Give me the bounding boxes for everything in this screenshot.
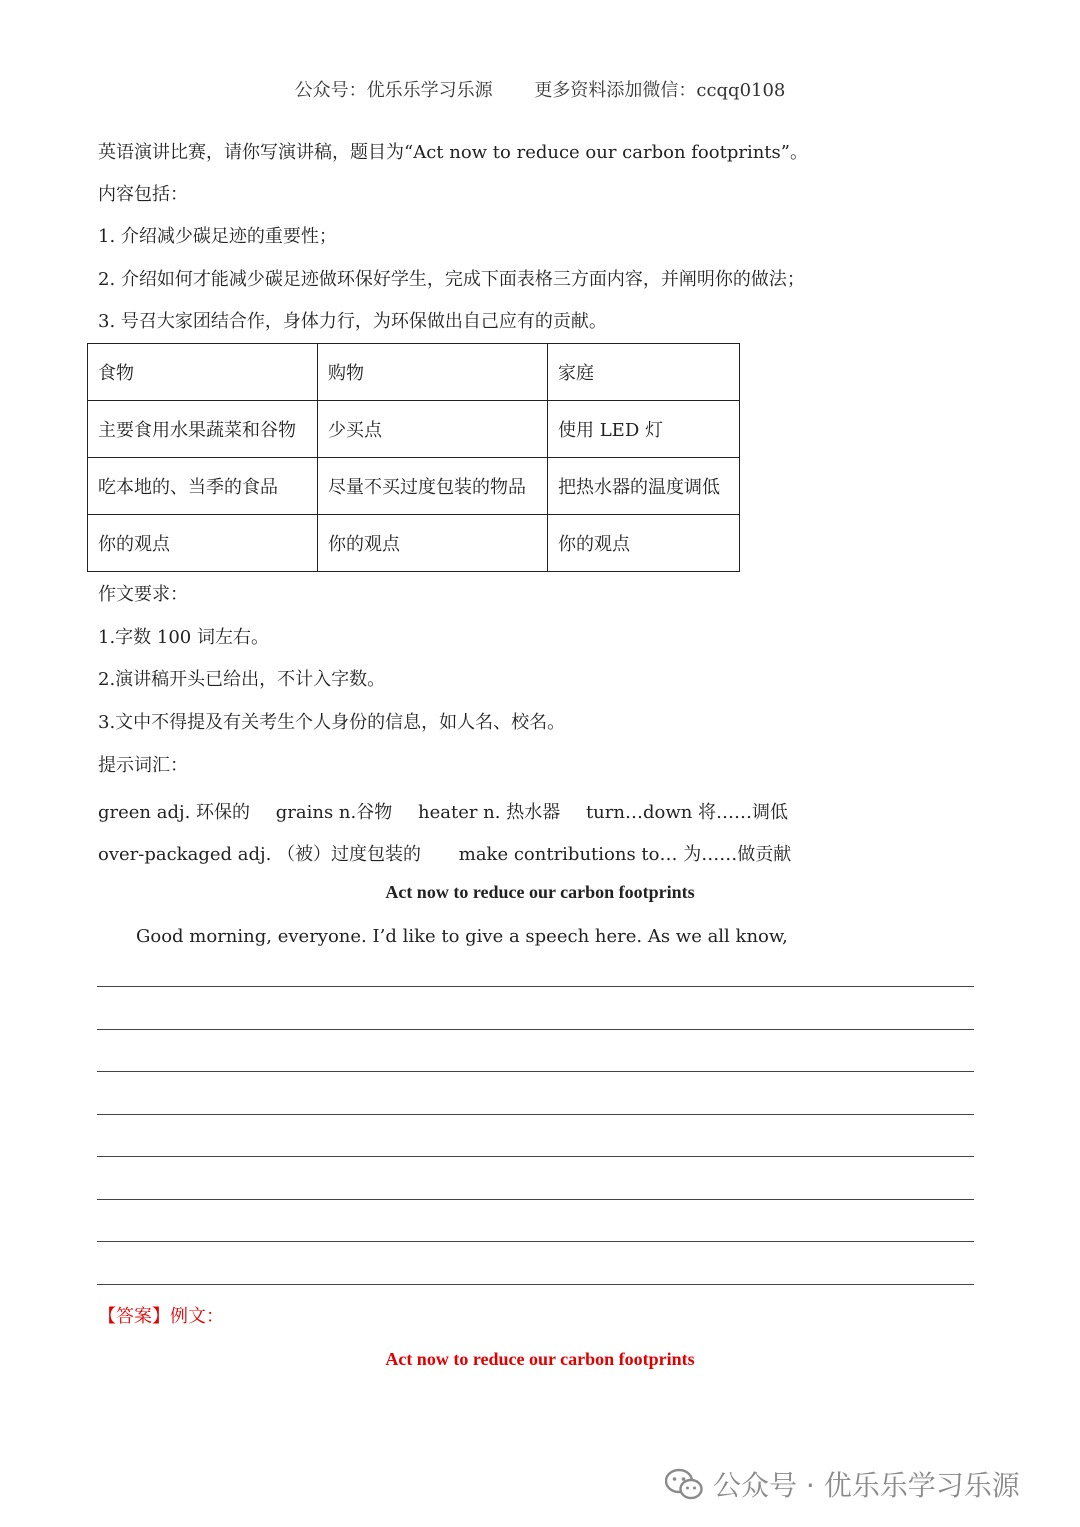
table-cell: 主要食用水果蔬菜和谷物 xyxy=(88,401,318,458)
writing-line xyxy=(97,986,974,987)
table-cell: 使用 LED 灯 xyxy=(548,401,740,458)
answer-label: 【答案】例文： xyxy=(98,1306,224,1327)
table-cell: 食物 xyxy=(88,344,318,401)
header-wechat: 更多资料添加微信：ccqq0108 xyxy=(534,80,786,101)
hint-line-2 xyxy=(98,840,811,866)
watermark-text: 公众号 · 优乐乐学习乐源 xyxy=(713,1469,1020,1502)
requirement-2: 2.演讲稿开头已给出，不计入字数。 xyxy=(98,669,386,690)
table-cell: 家庭 xyxy=(548,344,740,401)
hint-word: heater n. 热水器 xyxy=(417,802,561,823)
table-cell: 少买点 xyxy=(318,401,548,458)
table-row xyxy=(88,458,740,515)
page-header xyxy=(0,76,1080,102)
essay-opening: Good morning, everyone. I’d like to give a speech here. As we all know, xyxy=(136,926,788,947)
content-label: 内容包括： xyxy=(98,184,188,205)
table-row xyxy=(88,344,740,401)
table-cell: 吃本地的、当季的食品 xyxy=(88,458,318,515)
wechat-icon xyxy=(665,1468,703,1500)
hint-line-1 xyxy=(98,798,808,824)
hints-label: 提示词汇： xyxy=(98,755,188,776)
requirement-3: 3.文中不得提及有关考生个人身份的信息，如人名、校名。 xyxy=(98,712,566,733)
table-cell: 尽量不买过度包装的物品 xyxy=(318,458,548,515)
table-cell: 你的观点 xyxy=(88,515,318,572)
writing-line xyxy=(97,1114,974,1115)
requirements-label: 作文要求： xyxy=(98,584,188,605)
hint-word: green adj. 环保的 xyxy=(98,802,251,823)
task-point-1: 1. 介绍减少碳足迹的重要性； xyxy=(98,226,337,247)
answer-title: Act now to reduce our carbon footprints xyxy=(385,1349,695,1369)
writing-line xyxy=(97,1071,974,1072)
requirement-1: 1.字数 100 词左右。 xyxy=(98,627,269,648)
table-row xyxy=(88,401,740,458)
hint-word: over-packaged adj. （被）过度包装的 xyxy=(98,844,422,865)
writing-line xyxy=(97,1284,974,1285)
writing-line xyxy=(97,1241,974,1242)
table-cell: 把热水器的温度调低 xyxy=(548,458,740,515)
table-cell: 你的观点 xyxy=(548,515,740,572)
table-cell: 购物 xyxy=(318,344,548,401)
task-point-3: 3. 号召大家团结合作，身体力行，为环保做出自己应有的贡献。 xyxy=(98,311,607,332)
table-cell: 你的观点 xyxy=(318,515,548,572)
writing-line xyxy=(97,1156,974,1157)
writing-line xyxy=(97,1029,974,1030)
writing-line xyxy=(97,1199,974,1200)
watermark xyxy=(665,1464,1020,1504)
hint-word: make contributions to… 为……做贡献 xyxy=(458,844,792,865)
hint-word: grains n.谷物 xyxy=(275,802,393,823)
content-table xyxy=(87,343,740,572)
header-account: 公众号：优乐乐学习乐源 xyxy=(294,80,493,101)
task-intro: 英语演讲比赛，请你写演讲稿，题目为“Act now to reduce our carbon footprints”。 xyxy=(98,142,808,163)
essay-title: Act now to reduce our carbon footprints xyxy=(385,882,695,902)
task-point-2: 2. 介绍如何才能减少碳足迹做环保好学生，完成下面表格三方面内容，并阐明你的做法； xyxy=(98,269,805,290)
hint-word: turn…down 将……调低 xyxy=(585,802,789,823)
table-row xyxy=(88,515,740,572)
